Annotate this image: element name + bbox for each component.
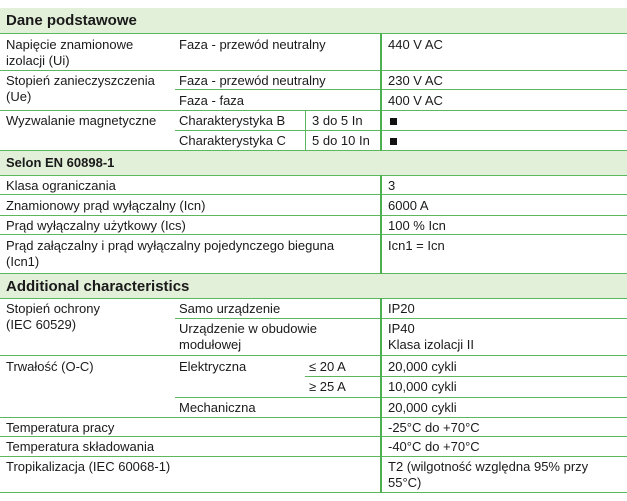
- tropicalization-label: Tropikalizacja (IEC 60068-1): [6, 459, 171, 474]
- section-header-selon: [0, 151, 627, 175]
- pollution-value: 400 V AC: [388, 93, 443, 108]
- divider-partial: [175, 397, 627, 398]
- protection-value: Klasa izolacji II: [388, 337, 474, 352]
- rated-breaking-value: 6000 A: [388, 198, 429, 213]
- protection-condition: Samo urządzenie: [179, 301, 281, 316]
- making-breaking-value: Icn1 = Icn: [388, 238, 445, 253]
- making-breaking-label: (Icn1): [6, 254, 40, 269]
- divider-partial: [175, 130, 627, 131]
- filled-square-icon: [390, 118, 397, 125]
- characteristic-c-range: 5 do 10 In: [312, 133, 370, 148]
- storage-temp-label: Temperatura składowania: [6, 439, 155, 454]
- characteristic-b-label: Charakterystyka B: [179, 113, 286, 128]
- storage-temp-value: -40°C do +70°C: [388, 439, 480, 454]
- tropicalization-value: T2 (wilgotność względna 95% przy: [388, 459, 589, 474]
- divider: [0, 150, 627, 151]
- section-title-selon: Selon EN 60898-1: [6, 155, 115, 170]
- tropicalization-value: 55°C): [388, 475, 422, 490]
- divider: [0, 492, 627, 493]
- pollution-value: 230 V AC: [388, 73, 443, 88]
- durability-ge25: ≥ 25 A: [309, 379, 346, 394]
- pollution-condition: Faza - faza: [179, 93, 245, 108]
- column-divider: [305, 110, 306, 150]
- divider: [0, 234, 627, 235]
- section-title-additional: Additional characteristics: [6, 278, 190, 295]
- protection-label: (IEC 60529): [6, 317, 77, 332]
- durability-value: 20,000 cykli: [388, 359, 457, 374]
- rated-voltage-condition: Faza - przewód neutralny: [179, 37, 326, 52]
- protection-value: IP40: [388, 321, 415, 336]
- durability-label: Trwałość (O-C): [6, 359, 94, 374]
- magnetic-trip-label: Wyzwalanie magnetyczne: [6, 113, 157, 128]
- durability-value: 20,000 cykli: [388, 400, 457, 415]
- limiting-class-label: Klasa ograniczania: [6, 178, 116, 193]
- divider: [0, 298, 627, 299]
- protection-condition: modułowej: [179, 337, 242, 352]
- limiting-class-value: 3: [388, 178, 396, 193]
- protection-value: IP20: [388, 301, 415, 316]
- durability-value: 10,000 cykli: [388, 379, 457, 394]
- service-breaking-value: 100 % Icn: [388, 218, 446, 233]
- divider: [0, 175, 627, 176]
- rated-voltage-value: 440 V AC: [388, 37, 443, 52]
- column-divider: [380, 298, 382, 493]
- protection-label: Stopień ochrony: [6, 301, 100, 316]
- column-divider: [380, 175, 382, 274]
- divider: [0, 194, 627, 195]
- rated-voltage-label: izolacji (Ui): [6, 53, 70, 68]
- pollution-label: (Ue): [6, 89, 32, 104]
- filled-square-icon: [390, 138, 397, 145]
- rated-breaking-label: Znamionowy prąd wyłączalny (Icn): [6, 198, 206, 213]
- making-breaking-label: Prąd załączalny i prąd wyłączalny pojedynczego bieguna: [6, 238, 335, 253]
- service-breaking-label: Prąd wyłączalny użytkowy (Ics): [6, 218, 186, 233]
- operating-temp-value: -25°C do +70°C: [388, 420, 480, 435]
- divider-partial: [305, 376, 627, 377]
- pollution-label: Stopień zanieczyszczenia: [6, 73, 155, 88]
- section-header-additional: [0, 274, 627, 298]
- durability-le20: ≤ 20 A: [309, 359, 346, 374]
- characteristic-b-check: [390, 113, 397, 129]
- divider: [0, 273, 627, 274]
- section-title-basic: Dane podstawowe: [6, 12, 137, 29]
- divider-partial: [175, 89, 627, 90]
- divider: [0, 33, 627, 34]
- durability-mechanical: Mechaniczna: [179, 400, 256, 415]
- operating-temp-label: Temperatura pracy: [6, 420, 115, 435]
- characteristic-c-label: Charakterystyka C: [179, 133, 286, 148]
- protection-condition: Urządzenie w obudowie: [179, 321, 318, 336]
- divider: [0, 110, 627, 111]
- durability-electrical: Elektryczna: [179, 359, 247, 374]
- divider: [0, 417, 627, 418]
- divider: [0, 456, 627, 457]
- characteristic-c-check: [390, 133, 397, 149]
- column-divider: [380, 33, 382, 151]
- pollution-condition: Faza - przewód neutralny: [179, 73, 326, 88]
- characteristic-b-range: 3 do 5 In: [312, 113, 363, 128]
- divider: [0, 436, 627, 437]
- divider-partial: [175, 318, 627, 319]
- divider: [0, 215, 627, 216]
- section-header-basic: [0, 8, 627, 33]
- rated-voltage-label: Napięcie znamionowe: [6, 37, 134, 52]
- divider: [0, 355, 627, 356]
- divider: [0, 70, 627, 71]
